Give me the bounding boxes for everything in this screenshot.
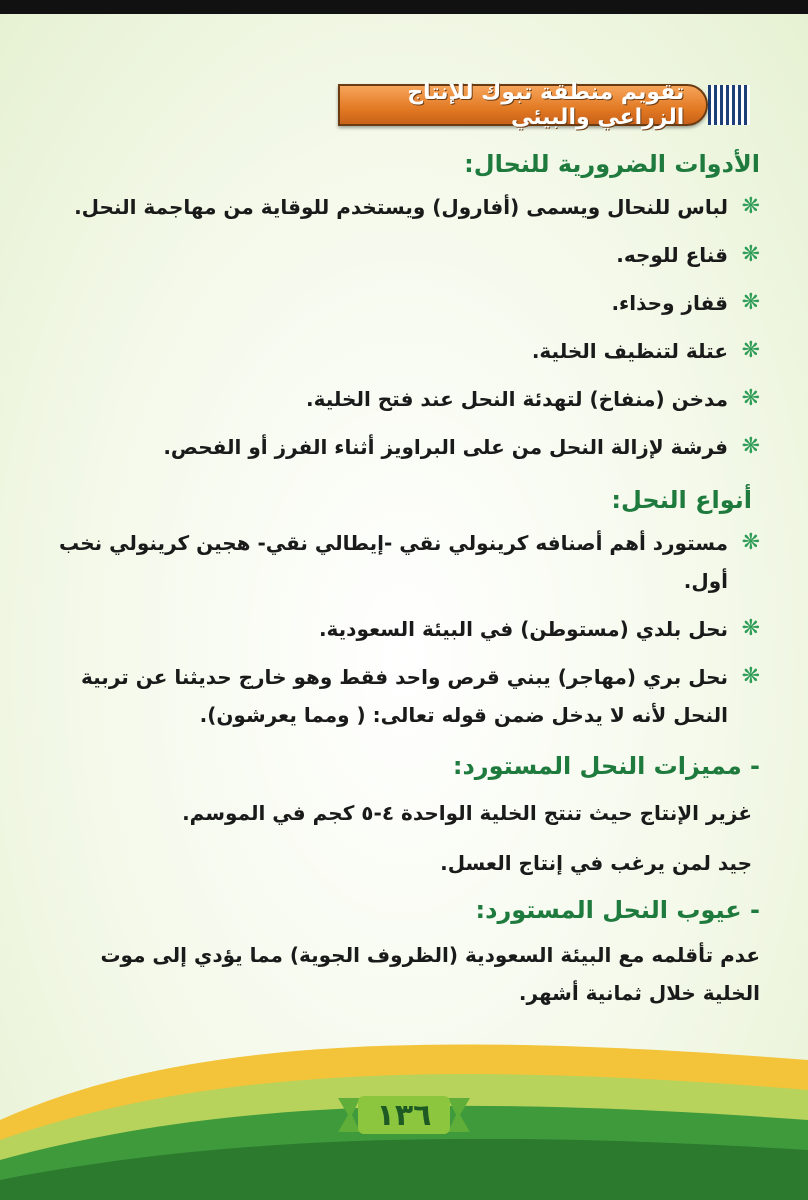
section-tools [48,150,760,466]
section-heading: - عيوب النحل المستورد: [475,896,760,924]
asterisk-flower-icon: ❋ [741,386,760,411]
list-item: ❋ قناع للوجه. [48,236,760,274]
asterisk-flower-icon: ❋ [741,290,760,315]
list-item: ❋ فرشة لإزالة النحل من على البراويز أثناء الفرز أو الفحص. [48,428,760,466]
paragraph: غزير الإنتاج حيث تنتج الخلية الواحدة ٤-٥ كجم في الموسم. [182,801,752,825]
asterisk-flower-icon: ❋ [741,434,760,459]
section-heading: أنواع النحل: [611,486,752,514]
section-heading: الأدوات الضرورية للنحال: [464,150,760,178]
section-bee-types [48,486,760,734]
header-stripes-decoration [708,85,750,125]
list-item: ❋ مستورد أهم أصنافه كرينولي نقي -إيطالي نقي- هجين كرينولي نخب أول. [48,524,760,600]
chapter-title: تقويم منطقة تبوك للإنتاج الزراعي والبيئي [338,84,708,126]
asterisk-flower-icon: ❋ [741,530,760,555]
page-number: ١٣٦ [376,1098,432,1133]
section-imported-defects [48,896,760,1012]
asterisk-flower-icon: ❋ [741,194,760,219]
asterisk-flower-icon: ❋ [741,338,760,363]
asterisk-flower-icon: ❋ [741,616,760,641]
chapter-header [338,82,750,128]
list-item: ❋ نحل بلدي (مستوطن) في البيئة السعودية. [48,610,760,648]
list-item: ❋ لباس للنحال ويسمى (أفارول) ويستخدم للوقاية من مهاجمة النحل. [48,188,760,226]
paragraph: جيد لمن يرغب في إنتاج العسل. [440,851,752,875]
asterisk-flower-icon: ❋ [741,664,760,689]
list-item: ❋ نحل بري (مهاجر) يبني قرص واحد فقط وهو خارج حديثنا عن تربية النحل لأنه لا يدخل ضمن قوله تعالى: ( ومما يعرشون). [48,658,760,734]
list-item: ❋ مدخن (منفاخ) لتهدئة النحل عند فتح الخلية. [48,380,760,418]
list-item: ❋ قفاز وحذاء. [48,284,760,322]
asterisk-flower-icon: ❋ [741,242,760,267]
section-heading: - مميزات النحل المستورد: [452,752,760,780]
paragraph: عدم تأقلمه مع البيئة السعودية (الظروف الجوية) مما يؤدي إلى موت الخلية خلال ثمانية أشهر. [100,943,760,1005]
top-edge-bar [0,0,808,14]
section-imported-advantages [48,752,760,882]
list-item: ❋ عتلة لتنظيف الخلية. [48,332,760,370]
page-content [48,150,760,1012]
